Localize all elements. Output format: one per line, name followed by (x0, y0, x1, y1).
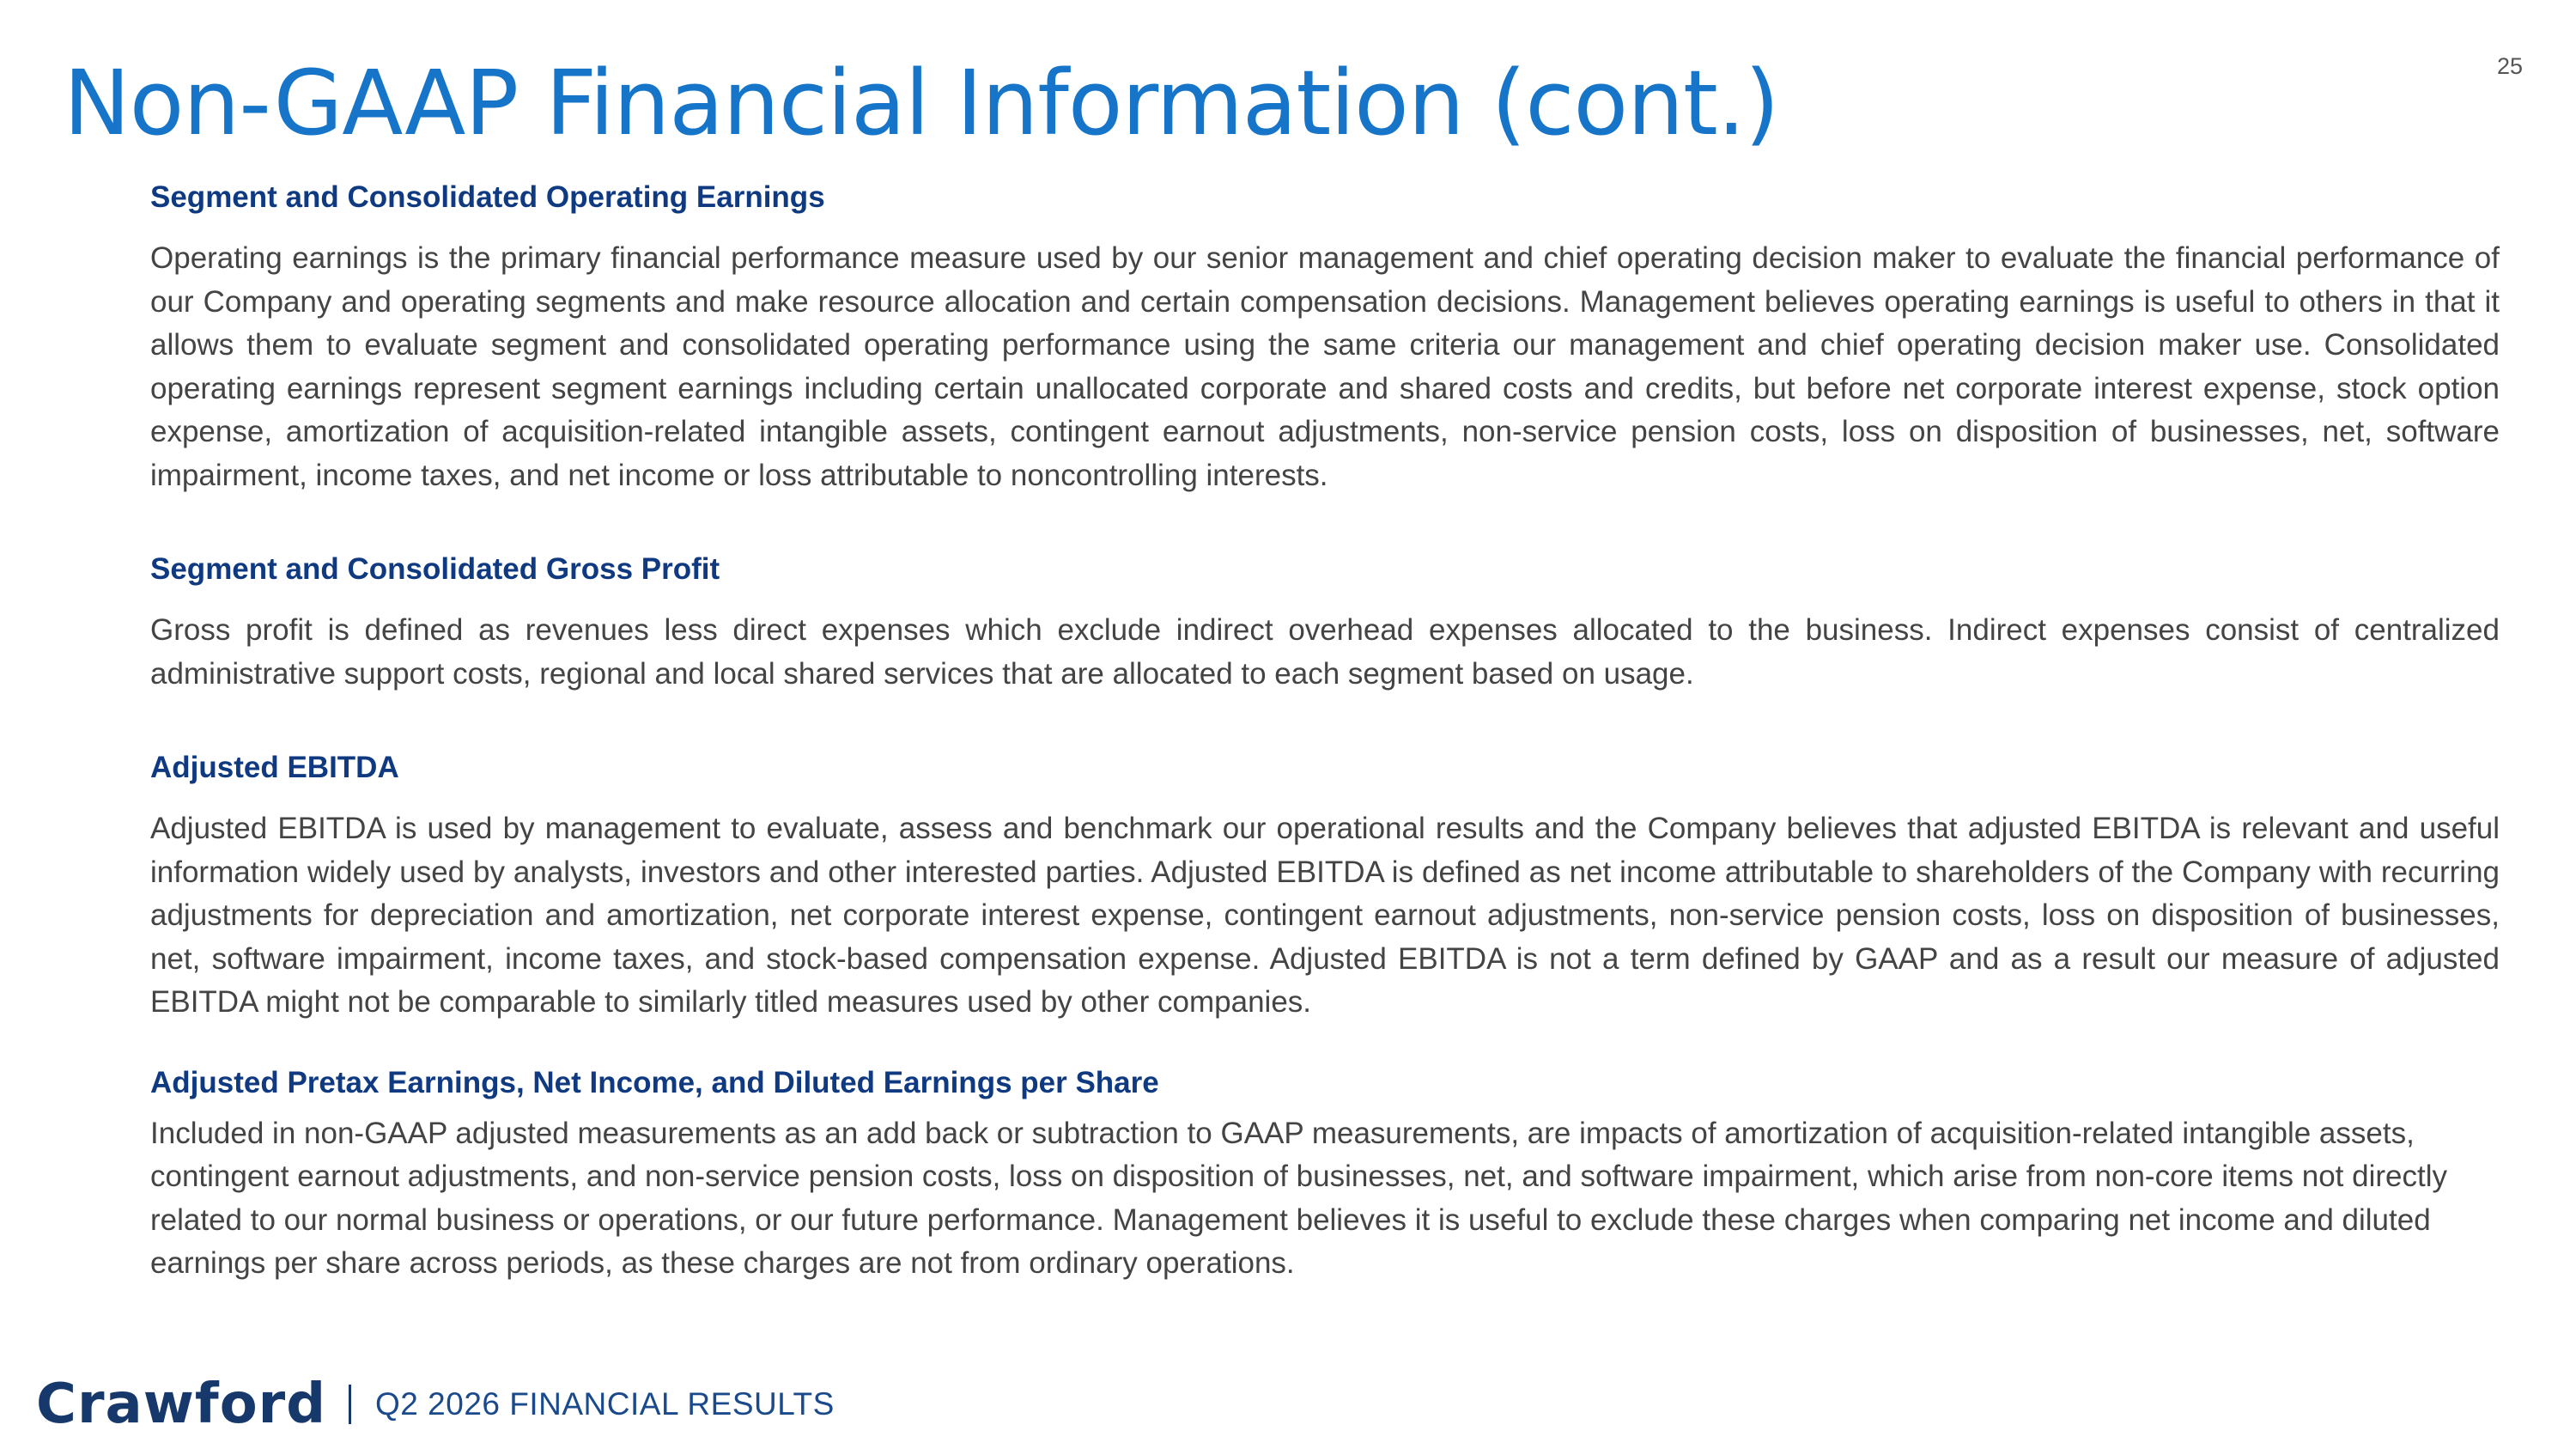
section-adjusted-ebitda (150, 749, 2500, 1025)
section-heading: Segment and Consolidated Gross Profit (150, 552, 720, 586)
section-body: Operating earnings is the primary financial performance measure used by our senior management and chief operating decision maker to evaluate the financial performance of our Company and operating segments and make resource allocation and certain compensation decisions. Management believes operating earnings is useful to others in that it allows them to evaluate segment and consolidated operating performance using the same criteria our management and chief operating decision maker use. Consolidated operating earnings represent segment earnings including certain unallocated corporate and shared costs and credits, but before net corporate interest expense, stock option expense, amortization of acquisition-related intangible assets, contingent earnout adjustments, non-service pension costs, loss on disposition of businesses, net, software impairment, income taxes, and net income or loss attributable to noncontrolling interests. (150, 241, 2500, 492)
content-area (150, 179, 2500, 1286)
footer (36, 1374, 835, 1434)
section-operating-earnings (150, 179, 2500, 497)
section-heading: Adjusted Pretax Earnings, Net Income, and Diluted Earnings per Share (150, 1065, 1159, 1099)
section-heading: Adjusted EBITDA (150, 751, 399, 784)
section-heading: Segment and Consolidated Operating Earnings (150, 180, 825, 214)
section-body: Included in non-GAAP adjusted measurements as an add back or subtraction to GAAP measurements, are impacts of amortization of acquisition-related intangible assets, contingent earnout adjustments, and non-service pension costs, loss on disposition of businesses, net, and software impairment, which arise from non-core items not directly related to our normal business or operations, or our future performance. Management believes it is useful to exclude these charges when comparing net income and diluted earnings per share across periods, as these charges are not from ordinary operations. (150, 1116, 2447, 1280)
section-gross-profit (150, 551, 2500, 696)
section-body: Adjusted EBITDA is used by management to evaluate, assess and benchmark our operational results and the Company believes that adjusted EBITDA is relevant and useful information widely used by analysts, investors and other interested parties. Adjusted EBITDA is defined as net income attributable to shareholders of the Company with recurring adjustments for depreciation and amortization, net corporate interest expense, contingent earnout adjustments, non-service pension costs, loss on disposition of businesses, net, software impairment, income taxes, and stock-based compensation expense. Adjusted EBITDA is not a term defined by GAAP and as a result our measure of adjusted EBITDA might not be comparable to similarly titled measures used by other companies. (150, 812, 2500, 1019)
footer-label: Q2 2026 FINANCIAL RESULTS (375, 1386, 835, 1422)
section-adjusted-earnings (150, 1064, 2500, 1286)
page-title: Non-GAAP Financial Information (cont.) (64, 51, 1779, 155)
section-body: Gross profit is defined as revenues less direct expenses which exclude indirect overhead expenses allocated to the business. Indirect expenses consist of centralized administrative support costs, regional and local shared services that are allocated to each segment based on usage. (150, 613, 2500, 691)
page-number: 25 (2496, 53, 2523, 79)
footer-divider (349, 1385, 351, 1424)
crawford-logo: Crawford (36, 1373, 327, 1436)
